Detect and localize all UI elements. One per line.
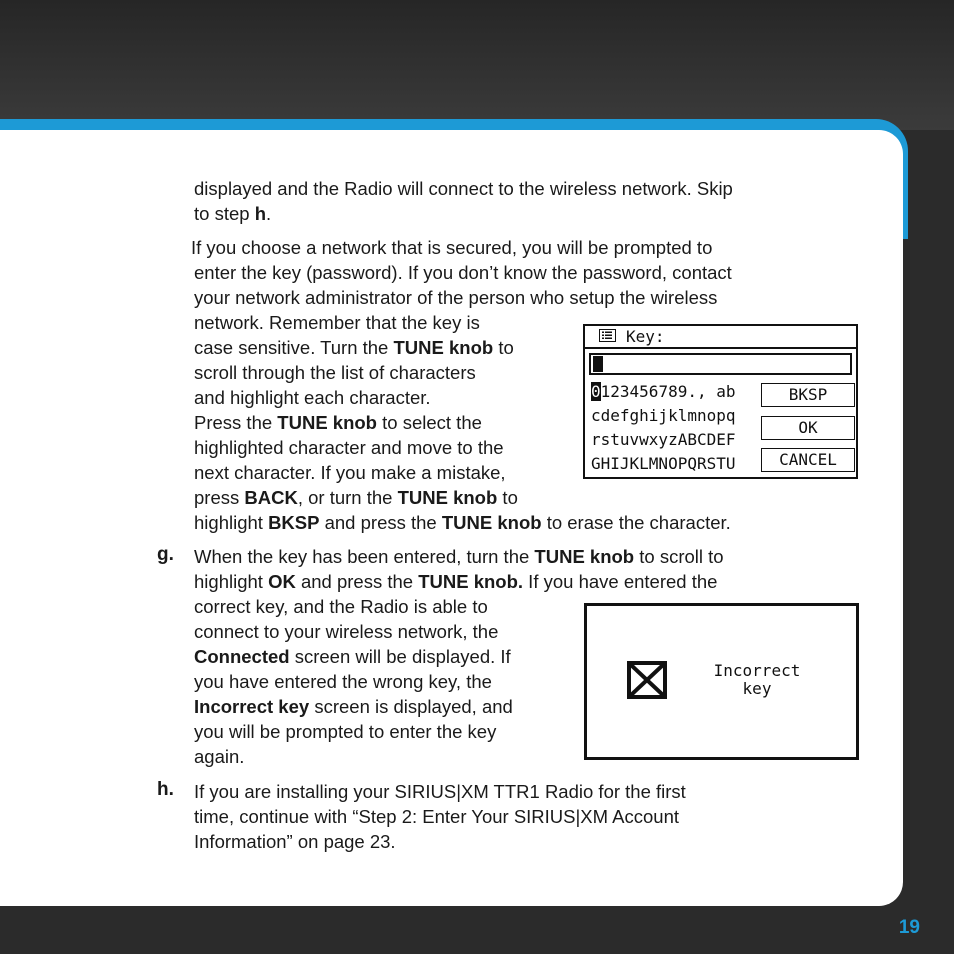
paragraph-line: Connected screen will be displayed. If: [194, 646, 511, 667]
key-input-field[interactable]: [589, 353, 852, 375]
paragraph-line: connect to your wireless network, the: [194, 621, 499, 642]
paragraph-line: Incorrect key screen is displayed, and: [194, 696, 513, 717]
incorrect-key-screen: [584, 603, 859, 760]
paragraph-line: highlight BKSP and press the TUNE knob to erase the character.: [194, 512, 731, 533]
paragraph-line: time, continue with “Step 2: Enter Your SIRIUS|XM Account: [194, 806, 680, 827]
text-cursor: [593, 356, 603, 372]
ok-button[interactable]: OK: [761, 416, 855, 440]
paragraph-line: When the key has been entered, turn the TUNE knob to scroll to: [194, 546, 724, 567]
paragraph-line: case sensitive. Turn the TUNE knob to: [194, 337, 514, 358]
character-list[interactable]: [591, 380, 736, 476]
paragraph-line: next character. If you make a mistake,: [194, 462, 506, 483]
paragraph-line: Press the TUNE knob to select the: [194, 412, 482, 433]
key-entry-screen: [583, 324, 858, 479]
error-box-icon: [627, 658, 671, 702]
paragraph-line: and highlight each character.: [194, 387, 431, 408]
paragraph-line: to step h.: [194, 203, 272, 224]
list-icon: [599, 329, 616, 342]
step-marker-g: g.: [157, 544, 174, 565]
paragraph-line: press BACK, or turn the TUNE knob to: [194, 487, 518, 508]
paragraph-line: If you are installing your SIRIUS|XM TTR1 Radio for the first: [194, 781, 686, 802]
paragraph-line: network. Remember that the key is: [194, 312, 480, 333]
incorrect-key-message: Incorrect key: [713, 661, 801, 698]
cancel-button[interactable]: CANCEL: [761, 448, 855, 472]
character-row: 0123456789., ab: [591, 382, 736, 401]
paragraph-line: you have entered the wrong key, the: [194, 671, 492, 692]
paragraph-line: displayed and the Radio will connect to the wireless network. Skip: [194, 178, 733, 199]
character-row: rstuvwxyzABCDEF: [591, 430, 736, 449]
paragraph-line: enter the key (password). If you don’t know the password, contact: [194, 262, 732, 283]
paragraph-line: highlight OK and press the TUNE knob. If you have entered the: [194, 571, 718, 592]
paragraph-line: highlighted character and move to the: [194, 437, 504, 458]
highlighted-character[interactable]: 0: [591, 382, 601, 401]
paragraph-line: again.: [194, 746, 245, 767]
key-screen-title-bar: [585, 326, 856, 349]
character-row: GHIJKLMNOPQRSTU: [591, 454, 736, 473]
paragraph-line: If you choose a network that is secured, you will be prompted to: [191, 237, 713, 258]
key-screen-title: Key:: [626, 327, 665, 346]
character-row: cdefghijklmnopq: [591, 406, 736, 425]
paragraph-line: you will be prompted to enter the key: [194, 721, 497, 742]
page-number: 19: [898, 917, 920, 938]
paragraph-line: scroll through the list of characters: [194, 362, 476, 383]
header-band: [0, 0, 954, 130]
paragraph-line: your network administrator of the person who setup the wireless: [194, 287, 718, 308]
paragraph-line: correct key, and the Radio is able to: [194, 596, 488, 617]
bksp-button[interactable]: BKSP: [761, 383, 855, 407]
step-marker-h: h.: [157, 779, 174, 800]
paragraph-line: Information” on page 23.: [194, 831, 396, 852]
